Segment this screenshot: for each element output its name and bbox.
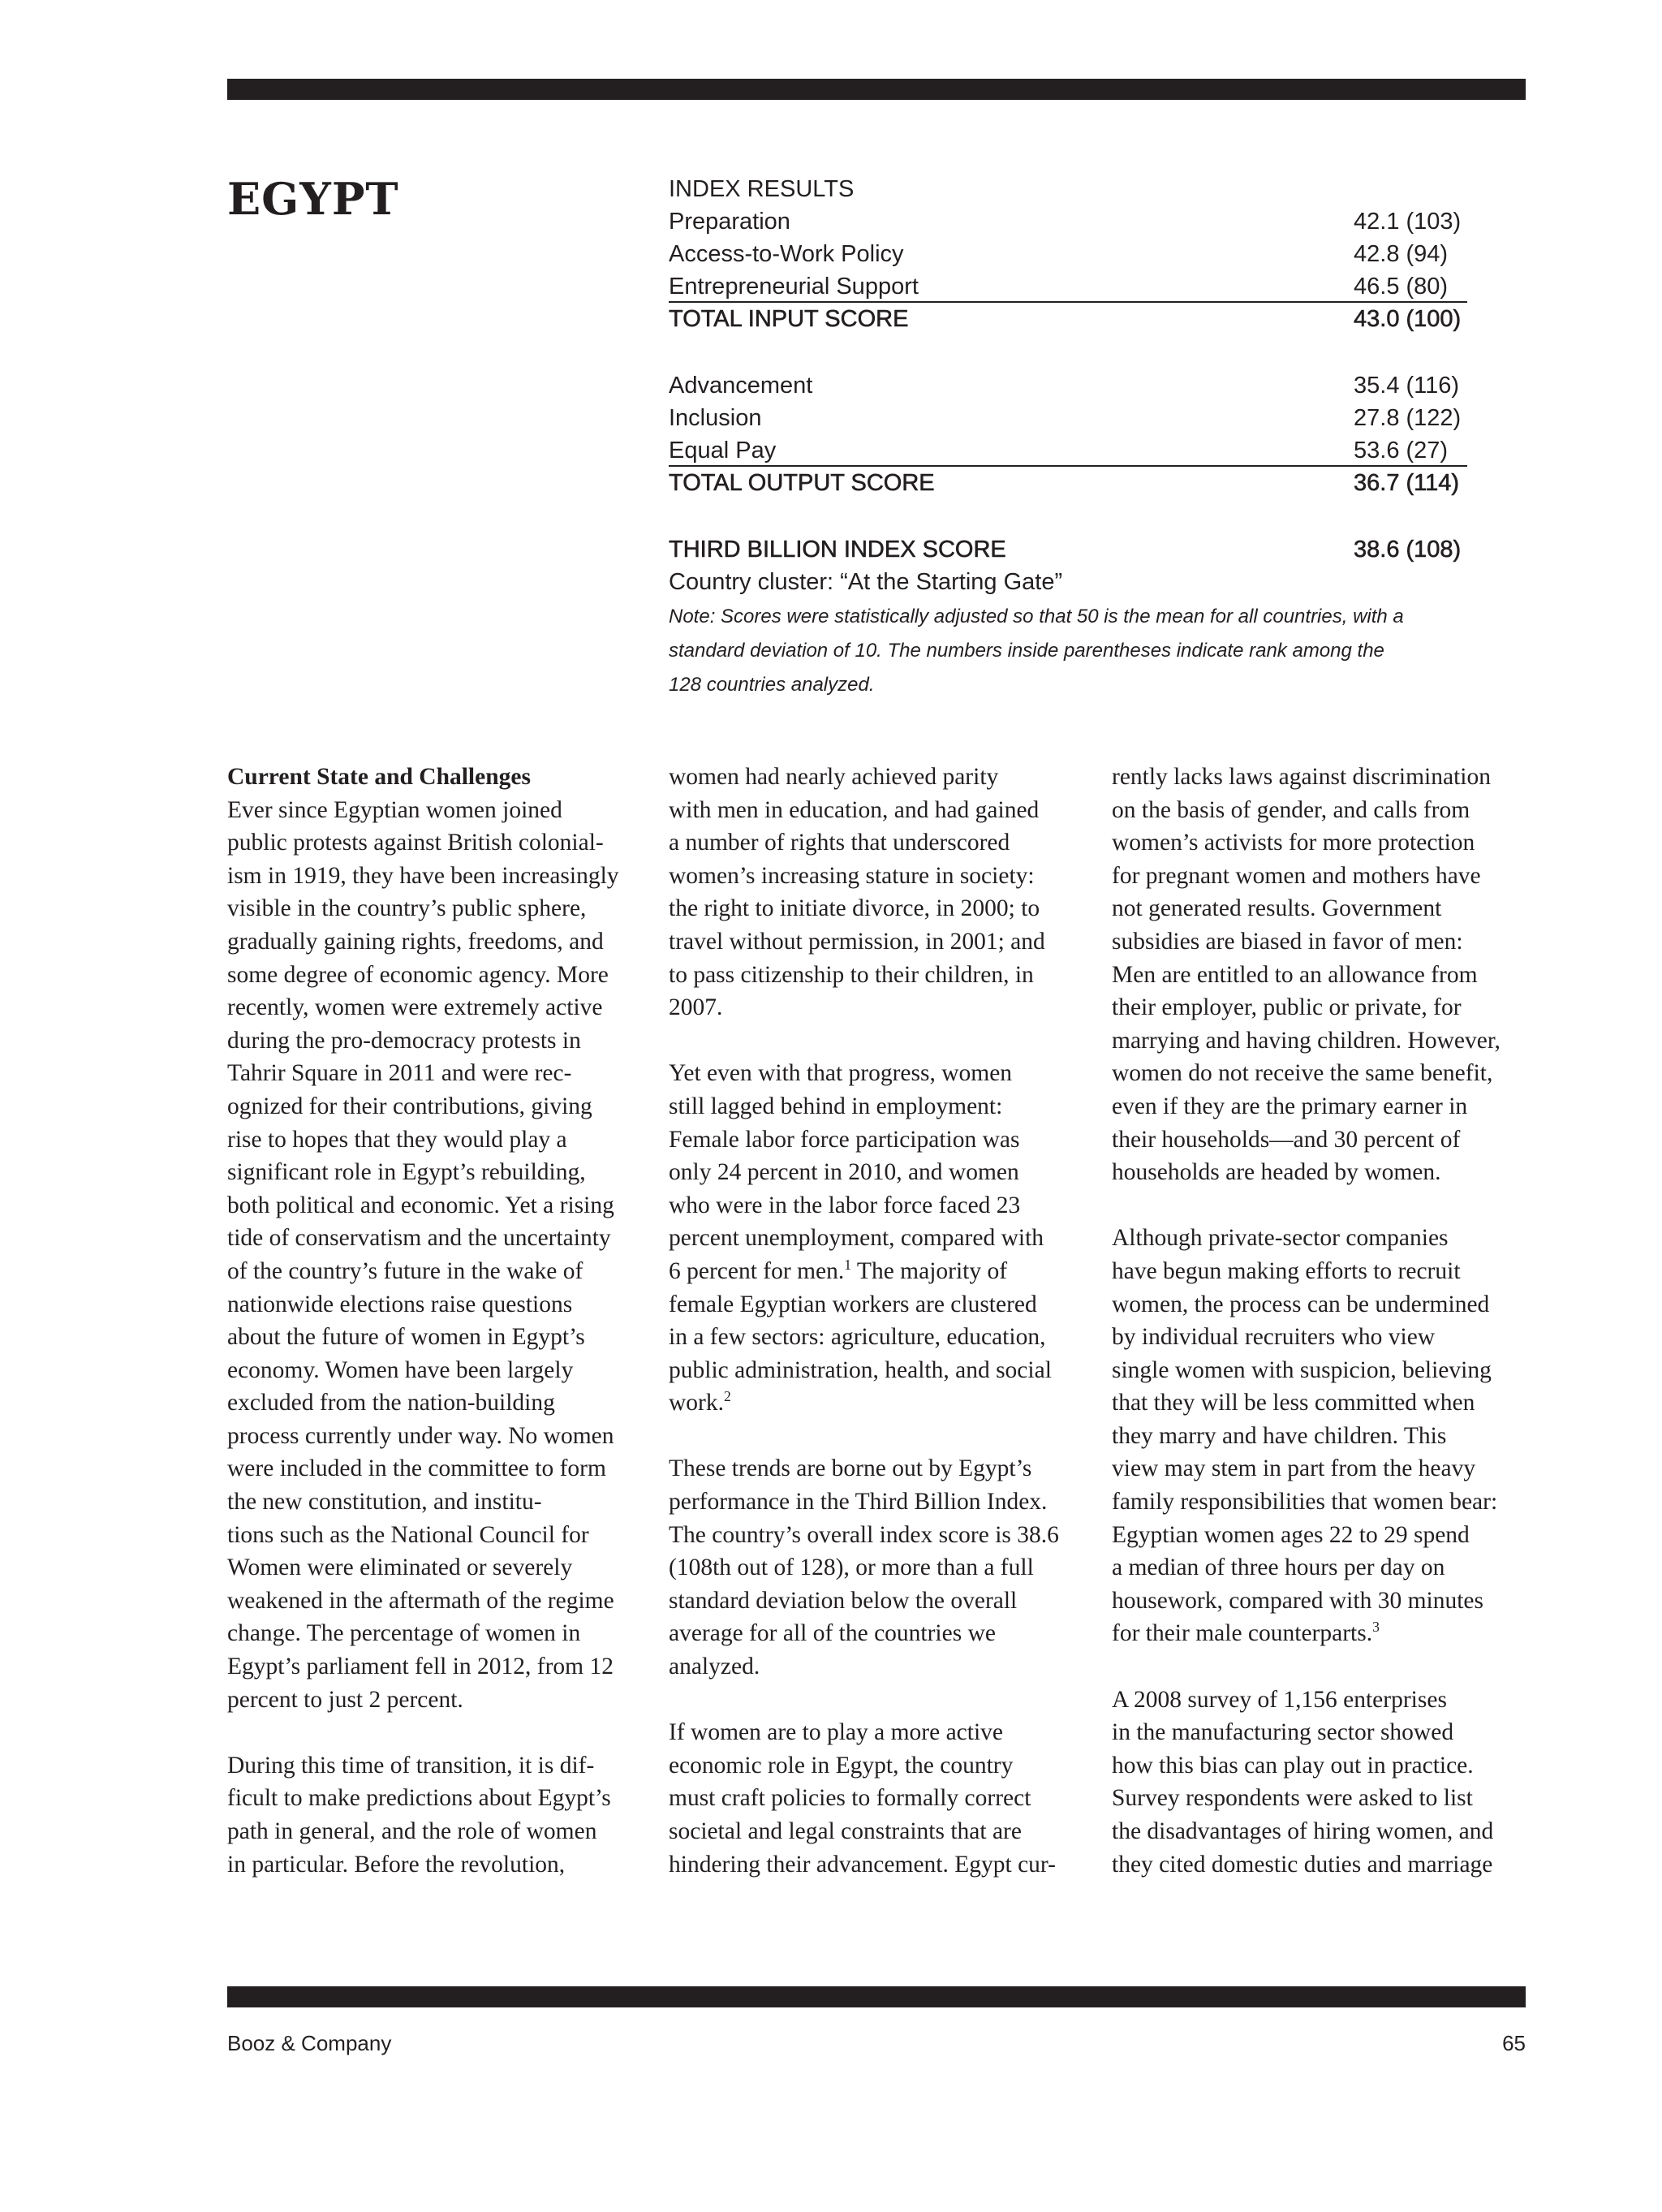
index-row-label: Advancement <box>669 373 813 399</box>
country-cluster: Country cluster: “At the Starting Gate” <box>669 569 1063 595</box>
index-row-preparation <box>669 205 1467 238</box>
index-results-heading: INDEX RESULTS <box>669 176 855 202</box>
footnote-marker: 1 <box>844 1257 852 1274</box>
footnote-marker: 2 <box>724 1388 731 1405</box>
index-results-table <box>669 173 1467 702</box>
index-total-value: 38.6 (108) <box>1354 537 1462 563</box>
index-row-value: 35.4 (116) <box>1354 373 1460 399</box>
bottom-rule <box>227 1986 1526 2007</box>
paragraph: Although private-sector companies have begun making efforts to recruit women, the process can be undermined by individual recruiters who view single women with suspicion, believing that they will be less committed when they marry and have children. This view may stem in part from the heavy family responsibilities that women bear: Egyptian women ages 22 to 29 spend a median of three hours per day on housework, compared with 30 minutes for their male counterparts.$^3$ <box>1112 1225 1498 1647</box>
index-row-value: 42.1 (103) <box>1354 209 1462 235</box>
paragraph: These trends are borne out by Egypt’s performance in the Third Billion Index. The country’s overall index score is 38.6 (108th out of 128), or more than a full standard deviation below the overall average for all of the countries we analyzed. <box>669 1455 1059 1680</box>
article-column-1 <box>227 761 649 1881</box>
paragraph: If women are to play a more active economic role in Egypt, the country must craft policies to formally correct societal and legal constraints that are hindering their advancement. Egypt cur- <box>669 1719 1056 1878</box>
footer-publisher: Booz & Company <box>227 2031 392 2055</box>
index-row-label: Inclusion <box>669 405 762 431</box>
index-note: Note: Scores were statistically adjusted so that 50 is the mean for all countries, with a standard deviation of 10. The numbers inside parentheses indicate rank among the 128 countries analyzed. <box>669 606 1404 696</box>
index-row-label: Access-to-Work Policy <box>669 241 904 267</box>
paragraph: A 2008 survey of 1,156 enterprises in the manufacturing sector showed how this bias can play out in practice. Survey respondents were asked to list the disadvantages of hiring women, and they cited domestic duties and marriage <box>1112 1686 1494 1878</box>
index-row-entrepreneurial-support <box>669 270 1467 303</box>
index-total-value: 43.0 (100) <box>1354 306 1462 332</box>
paragraph: During this time of transition, it is dif- ficult to make predictions about Egypt’s path in general, and the role of women in particular. Before the revolution, <box>227 1752 611 1878</box>
index-row-total-input <box>669 303 1467 335</box>
paragraph: women had nearly achieved parity with men in education, and had gained a number of rights that underscored women’s increasing stature in society: the right to initiate divorce, in 2000; to travel without permission, in 2001; and to pass citizenship to their children, in 2007. <box>669 764 1045 1021</box>
paragraph: Ever since Egyptian women joined public protests against British colonial- ism in 1919, they have been increasingly visible in the country’s public sphere, gradually gaining rights, freedoms, and some degree of economic agency. More recently, women were extremely active during the pro-democracy protests in Tahrir Square in 2011 and were rec- ognized for their contributions, giving rise to hopes that they would play a significant role in Egypt’s rebuilding, both political and economic. Yet a rising tide of conservatism and the uncertainty of the country’s future in the wake of nationwide elections raise questions about the future of women in Egypt’s economy. Women have been largely excluded from the nation-building process currently under way. No women were included in the committee to form the new constitution, and institu- tions such as the National Council for Women were eliminated or severely weakened in the aftermath of the regime change. The percentage of women in Egypt’s parliament fell in 2012, from 12 percent to just 2 percent. <box>227 796 619 1713</box>
index-row-value: 53.6 (27) <box>1354 438 1449 464</box>
index-row-label: Entrepreneurial Support <box>669 274 919 300</box>
index-row-label: Equal Pay <box>669 438 777 464</box>
index-row-value: 46.5 (80) <box>1354 274 1449 300</box>
top-rule <box>227 79 1526 100</box>
index-row-access-to-work <box>669 238 1467 270</box>
section-subhead: Current State and Challenges <box>227 764 531 790</box>
index-row-value: 42.8 (94) <box>1354 241 1449 267</box>
index-total-label: THIRD BILLION INDEX SCORE <box>669 537 1006 563</box>
index-row-advancement <box>669 369 1467 402</box>
index-row-total-output <box>669 467 1467 499</box>
index-row-equal-pay <box>669 434 1467 467</box>
article-column-3 <box>1112 761 1534 1881</box>
footer-page-number: 65 <box>1502 2031 1526 2055</box>
index-row-value: 27.8 (122) <box>1354 405 1462 431</box>
index-row-label: Preparation <box>669 209 790 235</box>
index-row-third-billion <box>669 533 1467 566</box>
footnote-marker: 3 <box>1372 1619 1380 1636</box>
index-total-label: TOTAL OUTPUT SCORE <box>669 470 935 496</box>
index-total-value: 36.7 (114) <box>1354 470 1460 496</box>
index-total-label: TOTAL INPUT SCORE <box>669 306 909 332</box>
article-column-2 <box>669 761 1091 1881</box>
index-row-inclusion <box>669 402 1467 434</box>
paragraph: rently lacks laws against discrimination on the basis of gender, and calls from women’s activists for more protection for pregnant women and mothers have not generated results. Government subsidies are biased in favor of men: Men are entitled to an allowance from their employer, public or private, for marrying and having children. However, women do not receive the same benefit, even if they are the primary earner in their households—and 30 percent of households are headed by women. <box>1112 764 1501 1186</box>
paragraph: Yet even with that progress, women still lagged behind in employment: Female labor force participation was only 24 percent in 2010, and women who were in the labor force faced 23 percent unemployment, compared with 6 percent for men.$^1$ The majority of female Egyptian workers are clustered in a few sectors: agriculture, education, public administration, health, and social work.$^2$ <box>669 1060 1052 1416</box>
country-title: EGYPT <box>227 173 399 225</box>
